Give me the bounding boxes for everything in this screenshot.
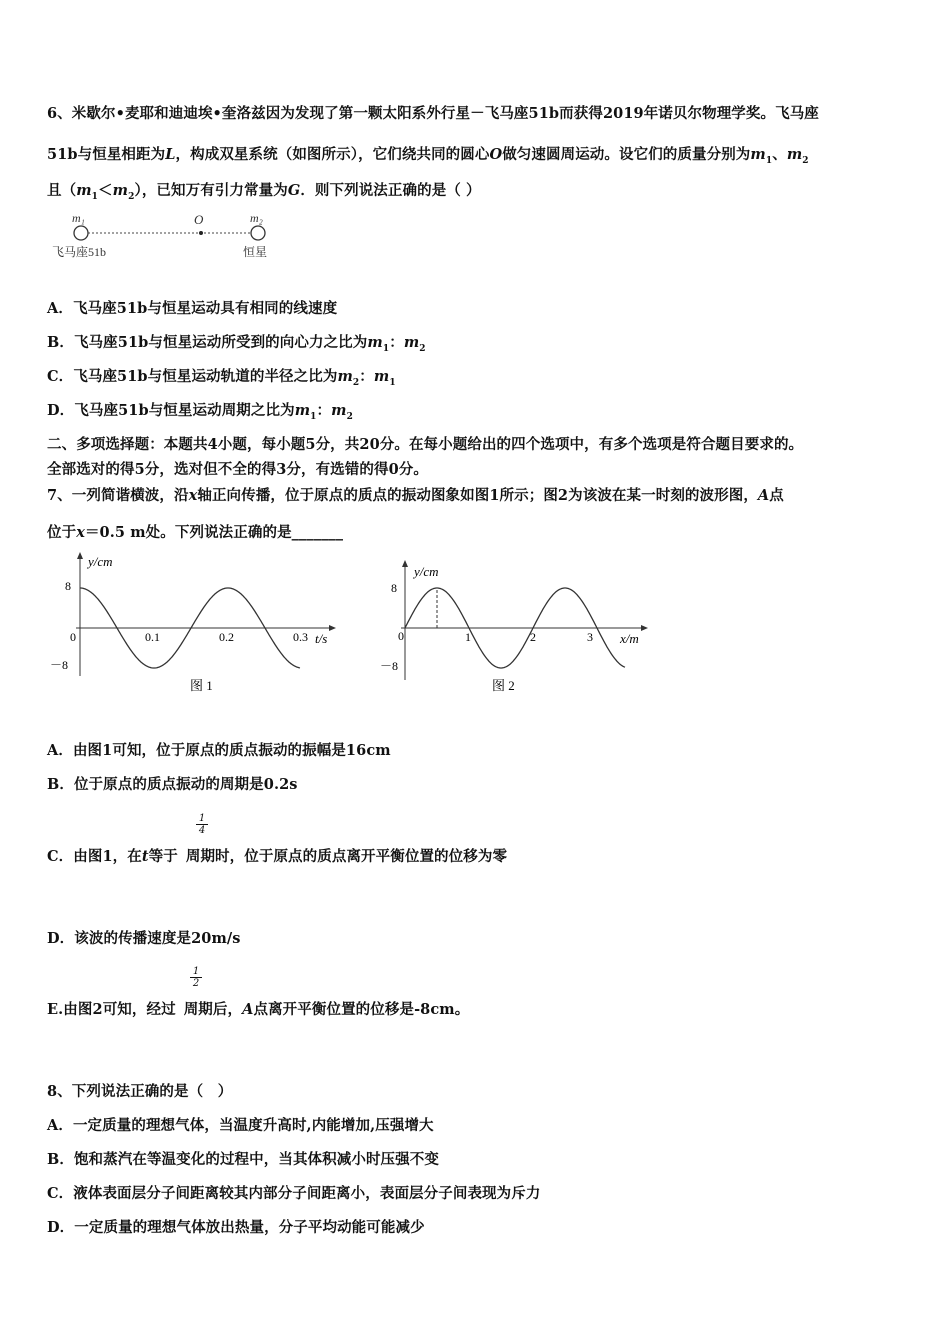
fig2-xtick-2: 2 — [530, 630, 536, 644]
q8-option-b: B．饱和蒸汽在等温变化的过程中，当其体积减小时压强不变 — [47, 1151, 439, 1168]
q8-stem: 8、下列说法正确的是（ ） — [47, 1083, 233, 1100]
fig1-xtick-2: 0.2 — [219, 630, 234, 644]
fig2-xtick-1: 1 — [465, 630, 471, 644]
q7-stem-line1: 7、一列简谐横波，沿x轴正向传播，位于原点的质点的振动图象如图1所示；图2为该波在某一时刻的波形图，A点 — [47, 487, 784, 504]
fig1-xlabel: t/s — [315, 631, 328, 646]
q6-option-a: A．飞马座51b与恒星运动具有相同的线速度 — [47, 300, 338, 317]
q7-option-a: A．由图1可知，位于原点的质点振动的振幅是16cm — [47, 742, 391, 759]
q7-option-d: D．该波的传播速度是20m/s — [47, 930, 241, 947]
planet-caption: 飞马座51b — [52, 245, 107, 259]
fig2-origin: 0 — [398, 629, 404, 643]
binary-star-diagram — [48, 208, 288, 264]
m1-label: m₁ — [72, 211, 85, 225]
fig2-ytick-bottom: －8 — [380, 659, 399, 673]
q8-option-a: A．一定质量的理想气体，当温度升高时,内能增加,压强增大 — [47, 1117, 434, 1134]
q6-option-d: D．飞马座51b与恒星运动周期之比为$m_1$：$m_2$ — [47, 402, 353, 422]
m2-label: m₂ — [250, 211, 263, 225]
q7-option-b: B．位于原点的质点振动的周期是0.2s — [47, 776, 298, 793]
q6-option-b: B．飞马座51b与恒星运动所受到的向心力之比为$m_1$：$m_2$ — [47, 334, 426, 354]
planet-circle — [74, 226, 88, 240]
center-o-dot — [199, 231, 203, 235]
fig1-xtick-1: 0.1 — [145, 630, 160, 644]
fig1-x-arrow — [329, 625, 336, 631]
fig2-y-arrow — [402, 560, 408, 567]
fig1-origin: 0 — [70, 630, 76, 644]
q6-stem-line1: 6、米歇尔•麦耶和迪迪埃•奎洛兹因为发现了第一颗太阳系外行星－飞马座51b而获得2019年诺贝尔物理学奖。飞马座 — [47, 105, 819, 122]
fig2-ytick-top: 8 — [391, 581, 397, 595]
fig1-ytick-bottom: －8 — [50, 658, 69, 672]
q7-option-e-fraction: $\frac{1}{2}$ — [190, 966, 202, 989]
q6-stem-line2: 51b与恒星相距为L，构成双星系统（如图所示），它们绕共同的圆心O做匀速圆周运动。设它们的质量分别为$m_1$、$m_2$ — [47, 146, 809, 166]
q7-option-c-fraction: $\frac{1}{4}$ — [196, 813, 208, 836]
section2-heading-line1: 二、多项选择题：本题共4小题，每小题5分，共20分。在每小题给出的四个选项中，有多个选项是符合题目要求的。 — [47, 436, 804, 453]
fig1-caption: 图 1 — [190, 678, 213, 693]
q8-option-d: D．一定质量的理想气体放出热量，分子平均动能可能减少 — [47, 1219, 425, 1236]
q7-stem-line2: 位于x＝0.5 m处。下列说法正确的是_______ — [47, 524, 344, 541]
q6-stem-line3: 且$(m_1<m_2)$，已知万有引力常量为G．则下列说法正确的是（ ） — [47, 182, 481, 202]
star-circle — [251, 226, 265, 240]
fig2-xtick-3: 3 — [587, 630, 593, 644]
fig2-caption: 图 2 — [492, 678, 515, 693]
fig2-ylabel: y/cm — [414, 564, 439, 579]
section2-heading-line2: 全部选对的得5分，选对但不全的得3分，有选错的得0分。 — [47, 461, 428, 478]
q8-option-c: C．液体表面层分子间距离较其内部分子间距离小，表面层分子间表现为斥力 — [47, 1185, 541, 1202]
fig1-ylabel: y/cm — [88, 554, 113, 569]
fig1-xtick-3: 0.3 — [293, 630, 308, 644]
q7-option-e: E.由图2可知，经过 周期后，A点离开平衡位置的位移是-8cm。 — [47, 1001, 470, 1018]
figure2-waveform-graph — [380, 560, 660, 700]
q7-option-c: C．由图1，在t等于 周期时，位于原点的质点离开平衡位置的位移为零 — [47, 848, 508, 865]
fig1-y-arrow — [77, 552, 83, 559]
star-caption: 恒星 — [243, 245, 268, 259]
fig1-ytick-top: 8 — [65, 579, 71, 593]
fig2-x-arrow — [641, 625, 648, 631]
q6-option-c: C．飞马座51b与恒星运动轨道的半径之比为$m_2$：$m_1$ — [47, 368, 396, 388]
o-label: O — [194, 212, 204, 227]
fig2-xlabel: x/m — [620, 631, 639, 646]
figure1-vibration-graph — [46, 548, 346, 698]
